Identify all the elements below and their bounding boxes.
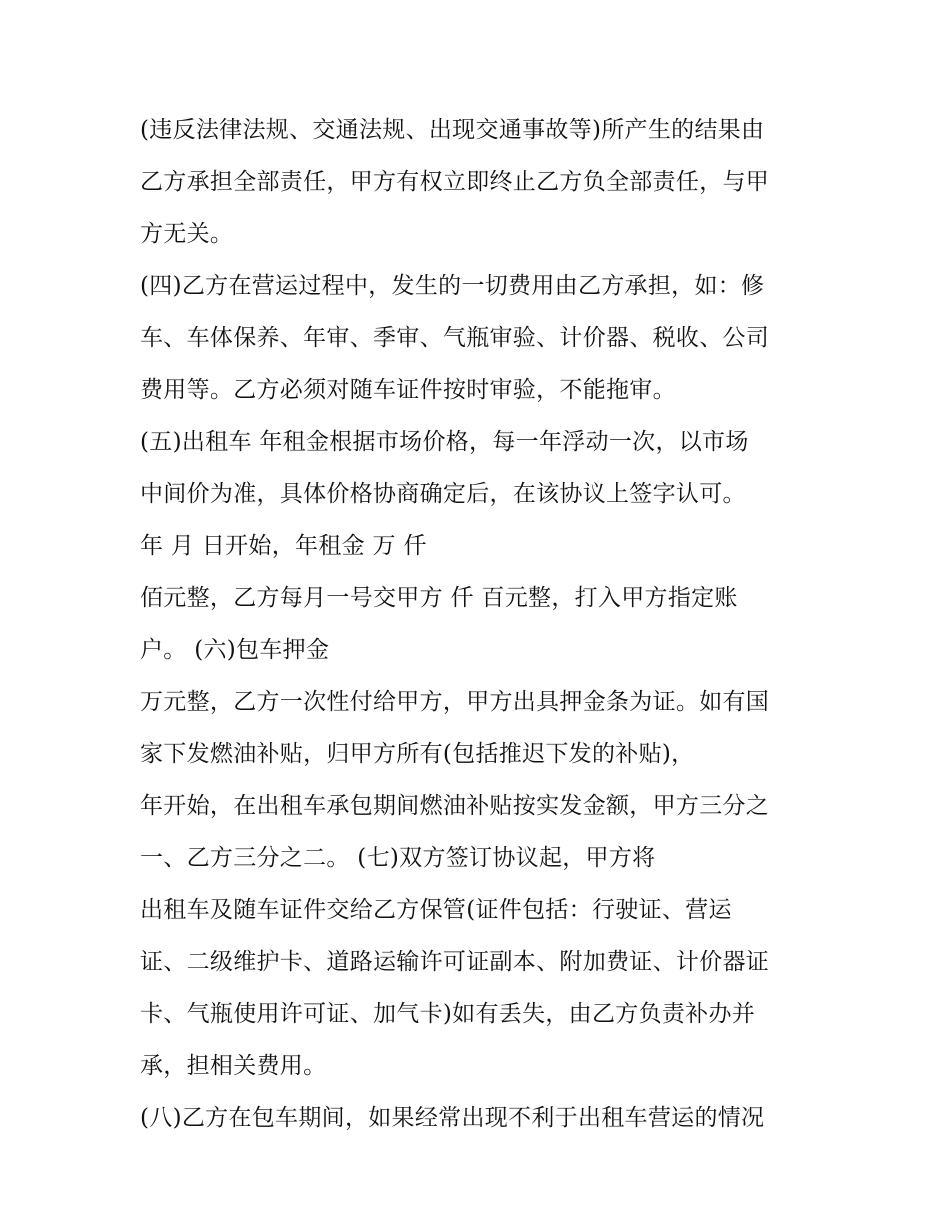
text-line: 户。 (六)包车押金 (140, 637, 330, 663)
text-line: 万元整，乙方一次性付给甲方，甲方出具押金条为证。如有国 (140, 689, 770, 715)
text-line: 中间价为准，具体价格协商确定后，在该协议上签字认可。 (140, 481, 746, 507)
text-line: (五)出租车 年租金根据市场价格，每一年浮动一次，以市场 (140, 429, 749, 455)
text-line: (违反法律法规、交通法规、出现交通事故等)所产生的结果由 (140, 117, 765, 143)
text-line: 方无关。 (140, 221, 234, 247)
text-line: 费用等。乙方必须对随车证件按时审验，不能拖审。 (140, 377, 676, 403)
text-line: 家下发燃油补贴，归甲方所有(包括推迟下发的补贴)， (140, 741, 695, 767)
text-line: (八)乙方在包车期间，如果经常出现不利于出租车营运的情况 (140, 1105, 765, 1131)
text-line: 车、车体保养、年审、季审、气瓶审验、计价器、税收、公司 (140, 325, 770, 351)
text-line: 卡、气瓶使用许可证、加气卡)如有丢失，由乙方负责补办并 (140, 1001, 756, 1027)
text-line: (四)乙方在营运过程中，发生的一切费用由乙方承担，如：修 (140, 273, 765, 299)
text-line: 年开始，在出租车承包期间燃油补贴按实发金额，甲方三分之 (140, 793, 770, 819)
text-line: 一、乙方三分之二。 (七)双方签订协议起，甲方将 (140, 845, 656, 871)
text-line: 承，担相关费用。 (140, 1053, 327, 1079)
text-line: 佰元整，乙方每月一号交甲方 仟 百元整，打入甲方指定账 (140, 585, 738, 611)
text-line: 乙方承担全部责任，甲方有权立即终止乙方负全部责任，与甲 (140, 169, 770, 195)
text-line: 证、二级维护卡、道路运输许可证副本、附加费证、计价器证 (140, 949, 770, 975)
text-line: 年 月 日开始，年租金 万 仟 (140, 533, 427, 559)
text-line: 出租车及随车证件交给乙方保管(证件包括：行驶证、营运 (140, 897, 732, 923)
document-body (140, 104, 820, 1144)
